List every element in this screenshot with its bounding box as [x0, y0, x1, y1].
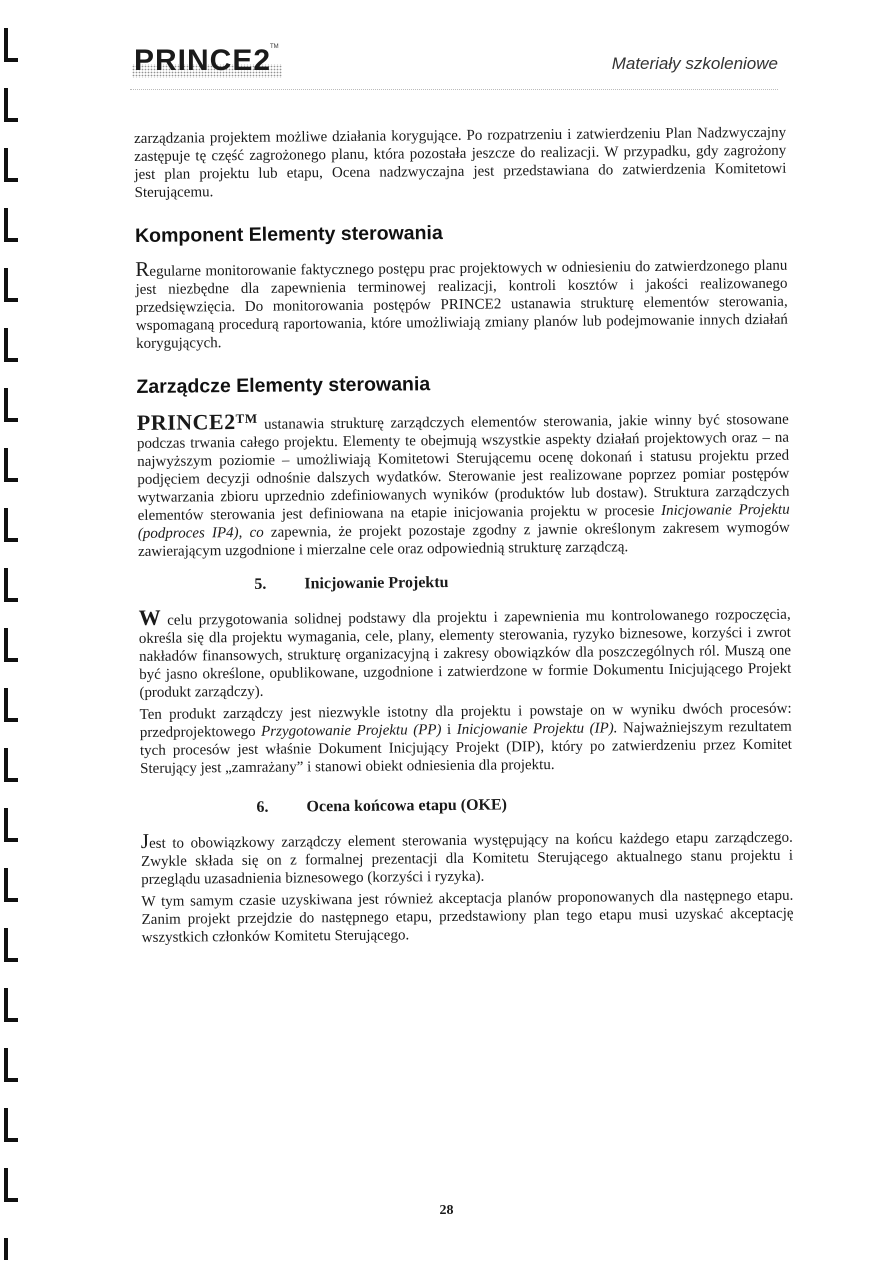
binding-mark: [4, 328, 18, 362]
binding-mark: [4, 808, 18, 842]
paragraph-text: i: [441, 721, 457, 739]
binding-mark: [4, 868, 18, 902]
page-header: [130, 34, 778, 94]
paragraph-text: zapewnia, że projekt pozostaje zgodny z jawnie określonym zakresem wymogów zawierającym uzgodnione i mierzalne cele oraz odpowiednią strukturę zarządczą.: [137, 519, 790, 560]
header-divider: [130, 89, 778, 90]
drop-letter: W: [138, 604, 161, 630]
section-number: 5.: [254, 575, 267, 593]
binding-mark: [4, 628, 18, 662]
drop-letter: J: [140, 828, 150, 853]
page-number: 28: [439, 1203, 454, 1218]
binding-mark: [4, 1048, 18, 1082]
prince2-lead: PRINCE2: [136, 409, 236, 435]
tm-mark: TM: [235, 410, 258, 427]
section-6-paragraph-2: W tym samym czasie uzyskiwana jest również akceptacja planów proponowanych dla następnego etapu. Zanim projekt przejdzie do następnego etapu, przedstawiony plan tego etapu musi uzyskać akceptację wszystkich członków Komitetu Sterującego.: [141, 887, 794, 946]
paragraph-text: celu przygotowania solidnej podstawy dla projektu i zapewnienia mu kontrolowanego rozpoczęcia, określa się dla projektu wymagania, cele, plany, elementy sterowania, ryzyko biznesowe, korzyści i zwrot nakładów finansowych, strukturę organizacyjną i zakresy obowiązków dla poszczególnych ról. Muszą one być jasno określone, opublikowane, uzgodnione i zatwierdzone w formie Dokumentu Inicjującego Projekt (produkt zarządczy).: [138, 606, 792, 701]
binding-mark: [4, 688, 18, 722]
drop-letter: R: [135, 256, 150, 281]
paragraph-text: ustanawia strukturę zarządczych elementów sterowania, jakie winny być stosowane podczas trwania całego projektu. Elementy te obejmują wszystkie aspekty działań projektowych oraz – na najwyższym poziomie – umożliwiają Komitetowi Sterującemu ocenę dokonań i statusu projektu przed podjęciem decyzji odnośnie dalszych wydatków. Sterowanie jest realizowane poprzez pomiar postępów wytwarzania zbioru uprzednio zdefiniowanych wyników (produktów lub dostaw). Struktura zarządczych elementów sterowania jest definiowana na etapie inicjowania projektu w procesie: [136, 411, 790, 524]
binding-mark: [4, 508, 18, 542]
binding-mark: [4, 148, 18, 182]
paragraph-italic: Przygotowanie Projektu (PP): [261, 722, 442, 740]
binding-mark: [4, 388, 18, 422]
intro-paragraph: zarządzania projektem możliwe działania korygujące. Po rozpatrzeniu i zatwierdzeniu Plan Nadzwyczajny zastępuje tę część zagrożonego planu, która pozostała jeszcze do realizacji. W przypadku, gdy zagrożony jest plan projektu lub etapu, Ocena nadzwyczajna jest przedstawiana do zatwierdzenia Komitetowi Sterującemu.: [134, 124, 787, 201]
binding-mark: [4, 28, 18, 62]
logo-text: PRINCE2: [134, 44, 272, 77]
section-heading-zarzadcze: Zarządcze Elementy sterowania: [136, 373, 431, 398]
binding-mark: [4, 268, 18, 302]
prince2-logo: [132, 38, 282, 82]
section-5-paragraph-2: [140, 700, 793, 778]
binding-mark: [4, 448, 18, 482]
binding-mark: [4, 1238, 18, 1260]
section-heading-komponent: Komponent Elementy sterowania: [134, 222, 443, 247]
binding-mark: [4, 928, 18, 962]
section-title: Ocena końcowa etapu (OKE): [306, 796, 508, 816]
paragraph-text: egularne monitorowanie faktycznego postępu prac projektowych w odniesieniu do zatwierdzonego planu jest niezbędne dla zapewnienia terminowej realizacji, kontroli kosztów i jakości realizowanego przedsięwzięcia. Do monitorowania postępów PRINCE2 ustanawia strukturę elementów sterowania, wspomaganą procedurą raportowania, które umożliwiają zmiany planów lub podejmowanie innych działań korygujących.: [135, 257, 788, 352]
binding-mark: [4, 568, 18, 602]
section-6-heading: [256, 794, 792, 817]
binding-mark: [4, 208, 18, 242]
section-5-heading: [254, 571, 790, 594]
section-number: 6.: [256, 798, 269, 816]
section-5-paragraph-1: [139, 603, 792, 702]
page-content: [134, 124, 794, 947]
binding-marks: [0, 0, 40, 1263]
header-title: Materiały szkoleniowe: [611, 54, 778, 73]
section-6-paragraph-1: [141, 826, 794, 889]
binding-mark: [4, 1108, 18, 1142]
logo-tm: TM: [270, 44, 279, 50]
section-zarzadcze-paragraph: [137, 405, 790, 561]
paragraph-text: est to obowiązkowy zarządczy element sterowania występujący na końcu każdego etapu zarządczego. Zwykle składa się on z formalnej prezentacji dla Komitetu Sterującego aktualnego stanu projektu i przeglądu uzasadnienia biznesowego (korzyści i ryzyka).: [140, 829, 794, 888]
paragraph-italic: Inicjowanie Projektu (podproces IP4), co: [137, 501, 790, 542]
section-komponent-paragraph: [135, 254, 788, 353]
paragraph-italic: Inicjowanie Projektu (IP).: [456, 720, 618, 738]
section-title: Inicjowanie Projektu: [304, 574, 449, 593]
paragraph-text: Ten produkt zarządczy jest niezwykle istotny dla projektu i powstaje on w wyniku dwóch procesów: przedprojektowego: [139, 700, 792, 741]
binding-mark: [4, 1168, 18, 1202]
binding-mark: [4, 988, 18, 1022]
binding-mark: [4, 88, 18, 122]
binding-mark: [4, 748, 18, 782]
paragraph-text: Najważniejszym rezultatem tych procesów jest właśnie Dokument Inicjujący Projekt (DIP), który po zatwierdzeniu przez Komitet Sterujący jest „zamrażany” i stanowi obiekt odniesienia dla projektu.: [139, 718, 793, 777]
